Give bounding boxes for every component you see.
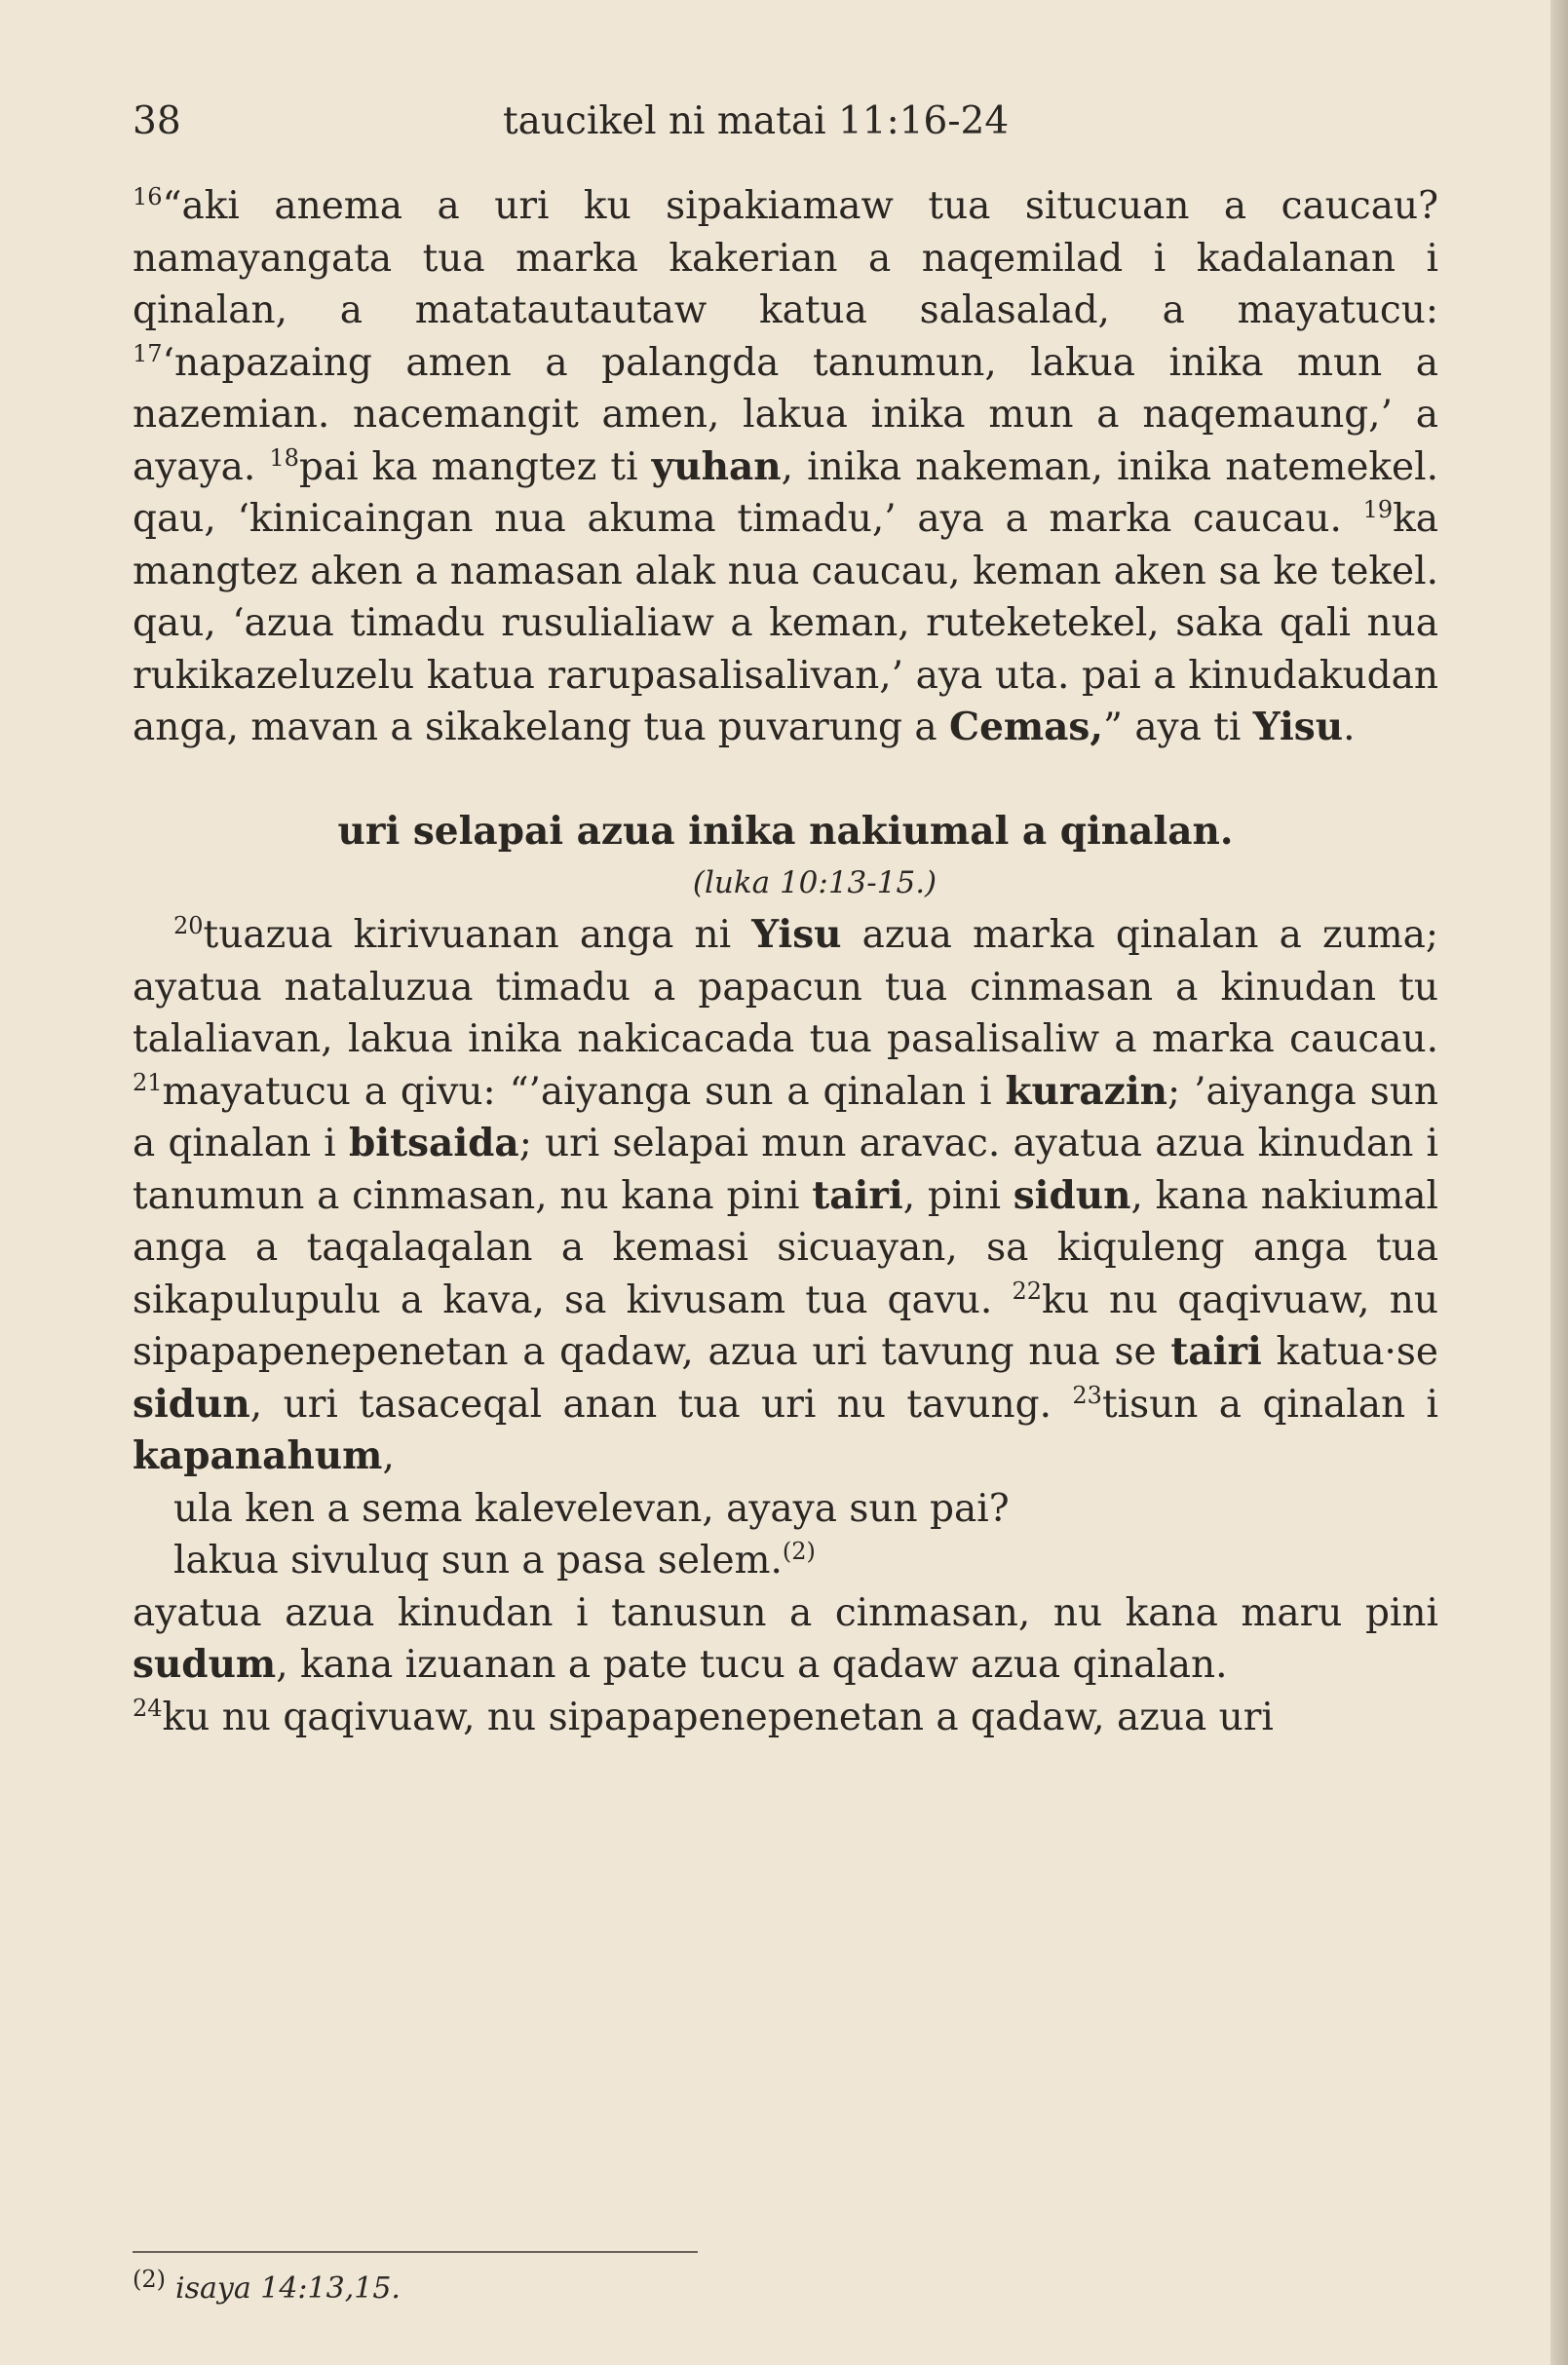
- verse-text: mayatucu a qivu: “’aiyanga sun a qinalan i: [162, 1069, 1006, 1114]
- poetry-line: [133, 1535, 1438, 1587]
- place-name: kurazin: [1005, 1068, 1167, 1114]
- verse-number: 23: [1072, 1381, 1102, 1409]
- poetry-line: ula ken a sema kalevelevan, ayaya sun pai?: [173, 1486, 1010, 1531]
- place-name: sidun: [1013, 1172, 1131, 1218]
- verse-number: 16: [133, 183, 163, 210]
- paragraph-verse-23-cont: [133, 1587, 1438, 1692]
- place-name: bitsaida: [349, 1121, 519, 1165]
- footnote-number: (2): [133, 2266, 166, 2293]
- proper-name: Cemas,: [949, 705, 1103, 749]
- verse-text: tisun a qinalan i: [1101, 1382, 1438, 1427]
- verse-text: , inika nakeman, inika natemekel. qau, ‘kinicaingan nua akuma timadu,’ aya a marka caucau.: [133, 444, 1438, 541]
- proper-name: Yisu: [1252, 705, 1344, 749]
- verse-number: 22: [1012, 1277, 1042, 1305]
- verse-text: ; ’aiyanga sun a qinalan i: [133, 1069, 1438, 1165]
- running-header: [133, 60, 1438, 143]
- place-name: tairi: [1170, 1329, 1262, 1374]
- verse-text: , kana nakiumal anga a taqalaqalan a kemasi sicuayan, sa kiquleng anga tua sikapulupulu a kava, sa kivusam tua qavu.: [133, 1173, 1438, 1322]
- verse-number: 21: [133, 1068, 163, 1096]
- paragraph-verses-20-24: [133, 909, 1438, 1483]
- verse-text: azua marka qinalan a zuma; ayatua nataluzua timadu a papacun tua cinmasan a kinudan tu talaliavan, lakua inika nakicacada tua pasalisaliw a marka caucau.: [133, 913, 1438, 1061]
- verse-text: ,: [382, 1434, 395, 1478]
- footnote: [133, 2266, 401, 2306]
- body-text: [133, 180, 1438, 1743]
- cross-reference: (luka 10:13-15.): [692, 865, 937, 900]
- verse-text: pai ka mangtez ti: [298, 444, 652, 489]
- verse-text: ayatua azua kinudan i tanusun a cinmasan, nu kana maru pini: [133, 1590, 1438, 1635]
- verse-text: katua·se: [1261, 1330, 1438, 1374]
- verse-number: 24: [133, 1694, 163, 1722]
- poetry-line-text: lakua sivuluq sun a pasa selem.: [173, 1539, 783, 1583]
- footnote-divider: [133, 2251, 698, 2253]
- verse-number: 20: [173, 912, 204, 939]
- verse-number: 18: [269, 443, 299, 472]
- proper-name: Yisu: [751, 912, 842, 957]
- place-name: kapanahum: [133, 1433, 383, 1478]
- verse-text: ; uri selapai mun aravac. ayatua azua kinudan i tanumun a cinmasan, nu kana pini: [133, 1122, 1438, 1218]
- place-name: sidun: [133, 1381, 250, 1427]
- page-edge: [1550, 0, 1568, 2365]
- verse-text: .: [1343, 706, 1356, 749]
- proper-name: yuhan: [651, 443, 782, 489]
- paragraph-verse-24: [133, 1692, 1438, 1744]
- verse-text: ku nu qaqivuaw, nu sipapapenepenetan a qadaw, azua uri tavung nua se: [133, 1278, 1439, 1374]
- verse-number: 17: [133, 339, 163, 367]
- verse-number: 19: [1362, 496, 1394, 523]
- verse-text: tuazua kirivuanan anga ni: [203, 913, 752, 957]
- footnote-text: isaya 14:13,15.: [175, 2271, 401, 2306]
- verse-text: ka mangtez aken a namasan alak nua caucau, keman aken sa ke tekel. qau, ‘azua timadu rusulialiaw a keman, ruteketekel, saka qali nua rukikazeluzelu katua rarupasalisalivan,’ aya uta. pai a kinudakudan anga, mavan a sikakelang tua puvarung a: [133, 497, 1438, 749]
- page-number: 38: [133, 99, 181, 143]
- section-heading: uri selapai azua inika nakiumal a qinalan.: [337, 808, 1234, 854]
- verse-text: ku nu qaqivuaw, nu sipapapenepenetan a qadaw, azua uri: [162, 1695, 1274, 1739]
- verse-text: “aki anema a uri ku sipakiamaw tua situcuan a caucau? namayangata tua marka kakerian a naqemilad i kadalanan i qinalan, a matatautautaw katua salasalad, a mayatucu:: [133, 184, 1438, 332]
- place-name: tairi: [812, 1172, 903, 1218]
- place-name: sudum: [133, 1642, 277, 1687]
- footnote-marker: (2): [782, 1538, 816, 1565]
- verse-text: , kana izuanan a pate tucu a qadaw azua qinalan.: [276, 1643, 1228, 1687]
- verse-text: , pini: [902, 1173, 1013, 1218]
- running-title: taucikel ni matai 11:16-24: [503, 99, 1010, 143]
- verse-text: ” aya ti: [1102, 706, 1253, 749]
- verse-text: ‘napazaing amen a palangda tanumun, lakua inika mun a nazemian. nacemangit amen, lakua inika mun a naqemaung,’ a ayaya.: [133, 340, 1438, 489]
- verse-text: , uri tasaceqal anan tua uri nu tavung.: [249, 1382, 1073, 1427]
- paragraph-verses-16-19: [133, 180, 1438, 754]
